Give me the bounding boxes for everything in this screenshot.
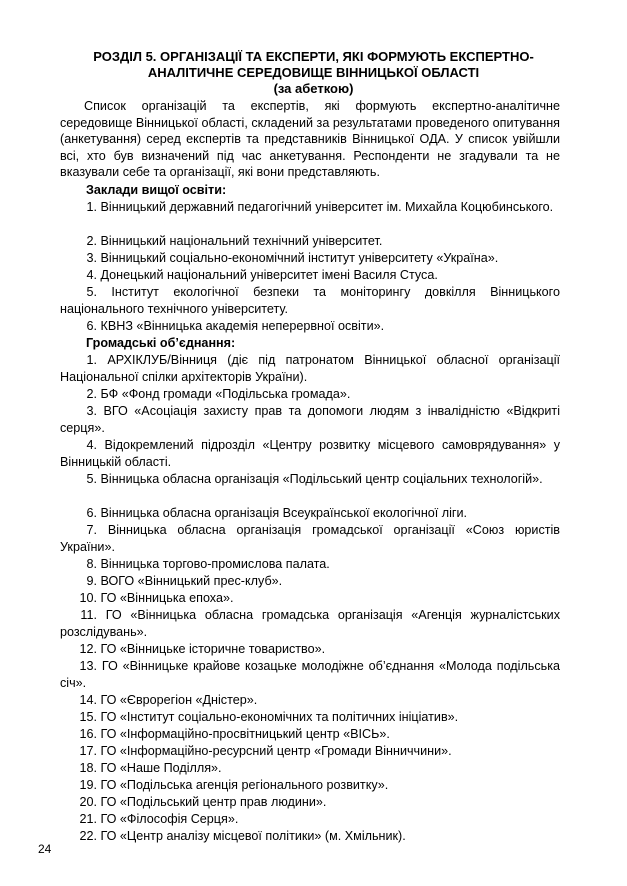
- list-item: 2. БФ «Фонд громади «Подільська громада».: [86, 387, 351, 401]
- list-item: 15. ГО «Інститут соціально-економічних та політичних ініціатив».: [79, 710, 459, 724]
- page-number: 24: [38, 842, 52, 856]
- list-item: 19. ГО «Подільська агенція регіонального розвитку».: [79, 778, 389, 792]
- list-item: 7. Вінницька обласна організація громадської організації «Союз юристів України».: [60, 523, 560, 554]
- list-item: 14. ГО «Єврорегіон «Дністер».: [79, 693, 258, 707]
- list-item: 3. ВГО «Асоціація захисту прав та допомоги людям з інвалідністю «Відкриті серця».: [60, 404, 560, 435]
- title-subtitle: (за абеткою): [273, 81, 354, 96]
- heading-public-associations: Громадські об’єднання:: [86, 336, 236, 350]
- list-item: 6. Вінницька обласна організація Всеукраїнської екологічної ліги.: [86, 506, 468, 520]
- section-title: [60, 49, 567, 97]
- list-item: 22. ГО «Центр аналізу місцевої політики» (м. Хмільник).: [79, 829, 406, 843]
- list-item: 10. ГО «Вінницька епоха».: [79, 591, 234, 605]
- title-line-1: РОЗДІЛ 5. ОРГАНІЗАЦІЇ ТА ЕКСПЕРТИ, ЯКІ ФОРМУЮТЬ ЕКСПЕРТНО-: [93, 49, 534, 64]
- intro-paragraph: Список організацій та експертів, які формують експертно-аналітичне середовище Вінницької області, складений за результатами проведеного опитування (анкетування) серед експертів та представників Вінницької ОДА. У список увійшли всі, хто був визначений під час анкетування. Респонденти не згадували та не вказували себе та організації, які вони представляють.: [60, 99, 560, 180]
- list-item: 9. ВОГО «Вінницький прес-клуб».: [86, 574, 283, 588]
- list-item: 6. КВНЗ «Вінницька академія неперервної освіти».: [86, 319, 385, 333]
- list-item: 17. ГО «Інформаційно-ресурсний центр «Громади Вінниччини».: [79, 744, 452, 758]
- list-item: 5. Вінницька обласна організація «Подільський центр соціальних технологій».: [86, 472, 543, 486]
- title-line-2: АНАЛІТИЧНЕ СЕРЕДОВИЩЕ ВІННИЦЬКОЇ ОБЛАСТІ: [147, 65, 480, 80]
- list-item: 16. ГО «Інформаційно-просвітницький центр «ВІСЬ».: [79, 727, 390, 741]
- heading-higher-education: Заклади вищої освіти:: [86, 183, 227, 197]
- list-item: 11. ГО «Вінницька обласна громадська організація «Агенція журналістських розслідувань».: [60, 608, 560, 639]
- list-item: 21. ГО «Філософія Серця».: [79, 812, 239, 826]
- list-item: 20. ГО «Подільський центр прав людини».: [79, 795, 327, 809]
- list-item: 4. Відокремлений підрозділ «Центру розвитку місцевого самоврядування» у Вінницькій області.: [60, 438, 561, 469]
- list-item: 12. ГО «Вінницьке історичне товариство».: [79, 642, 326, 656]
- list-item: 4. Донецький національний університет імені Василя Стуса.: [86, 268, 438, 282]
- list-item: 3. Вінницький соціально-економічний інститут університету «Україна».: [86, 251, 499, 265]
- list-item: 8. Вінницька торгово-промислова палата.: [86, 557, 330, 571]
- list-item: 5. Інститут екологічної безпеки та моніторингу довкілля Вінницького національного технічного університету.: [60, 285, 560, 316]
- list-item: 1. Вінницький державний педагогічний університет ім. Михайла Коцюбинського.: [86, 200, 554, 214]
- list-item: 1. АРХІКЛУБ/Вінниця (діє під патронатом Вінницької обласної організації Національної спілки архітекторів України).: [60, 353, 560, 384]
- list-item: 2. Вінницький національний технічний університет.: [86, 234, 383, 248]
- list-item: 13. ГО «Вінницьке крайове козацьке молодіжне об’єднання «Молода подільська січ».: [60, 659, 561, 690]
- list-item: 18. ГО «Наше Поділля».: [79, 761, 222, 775]
